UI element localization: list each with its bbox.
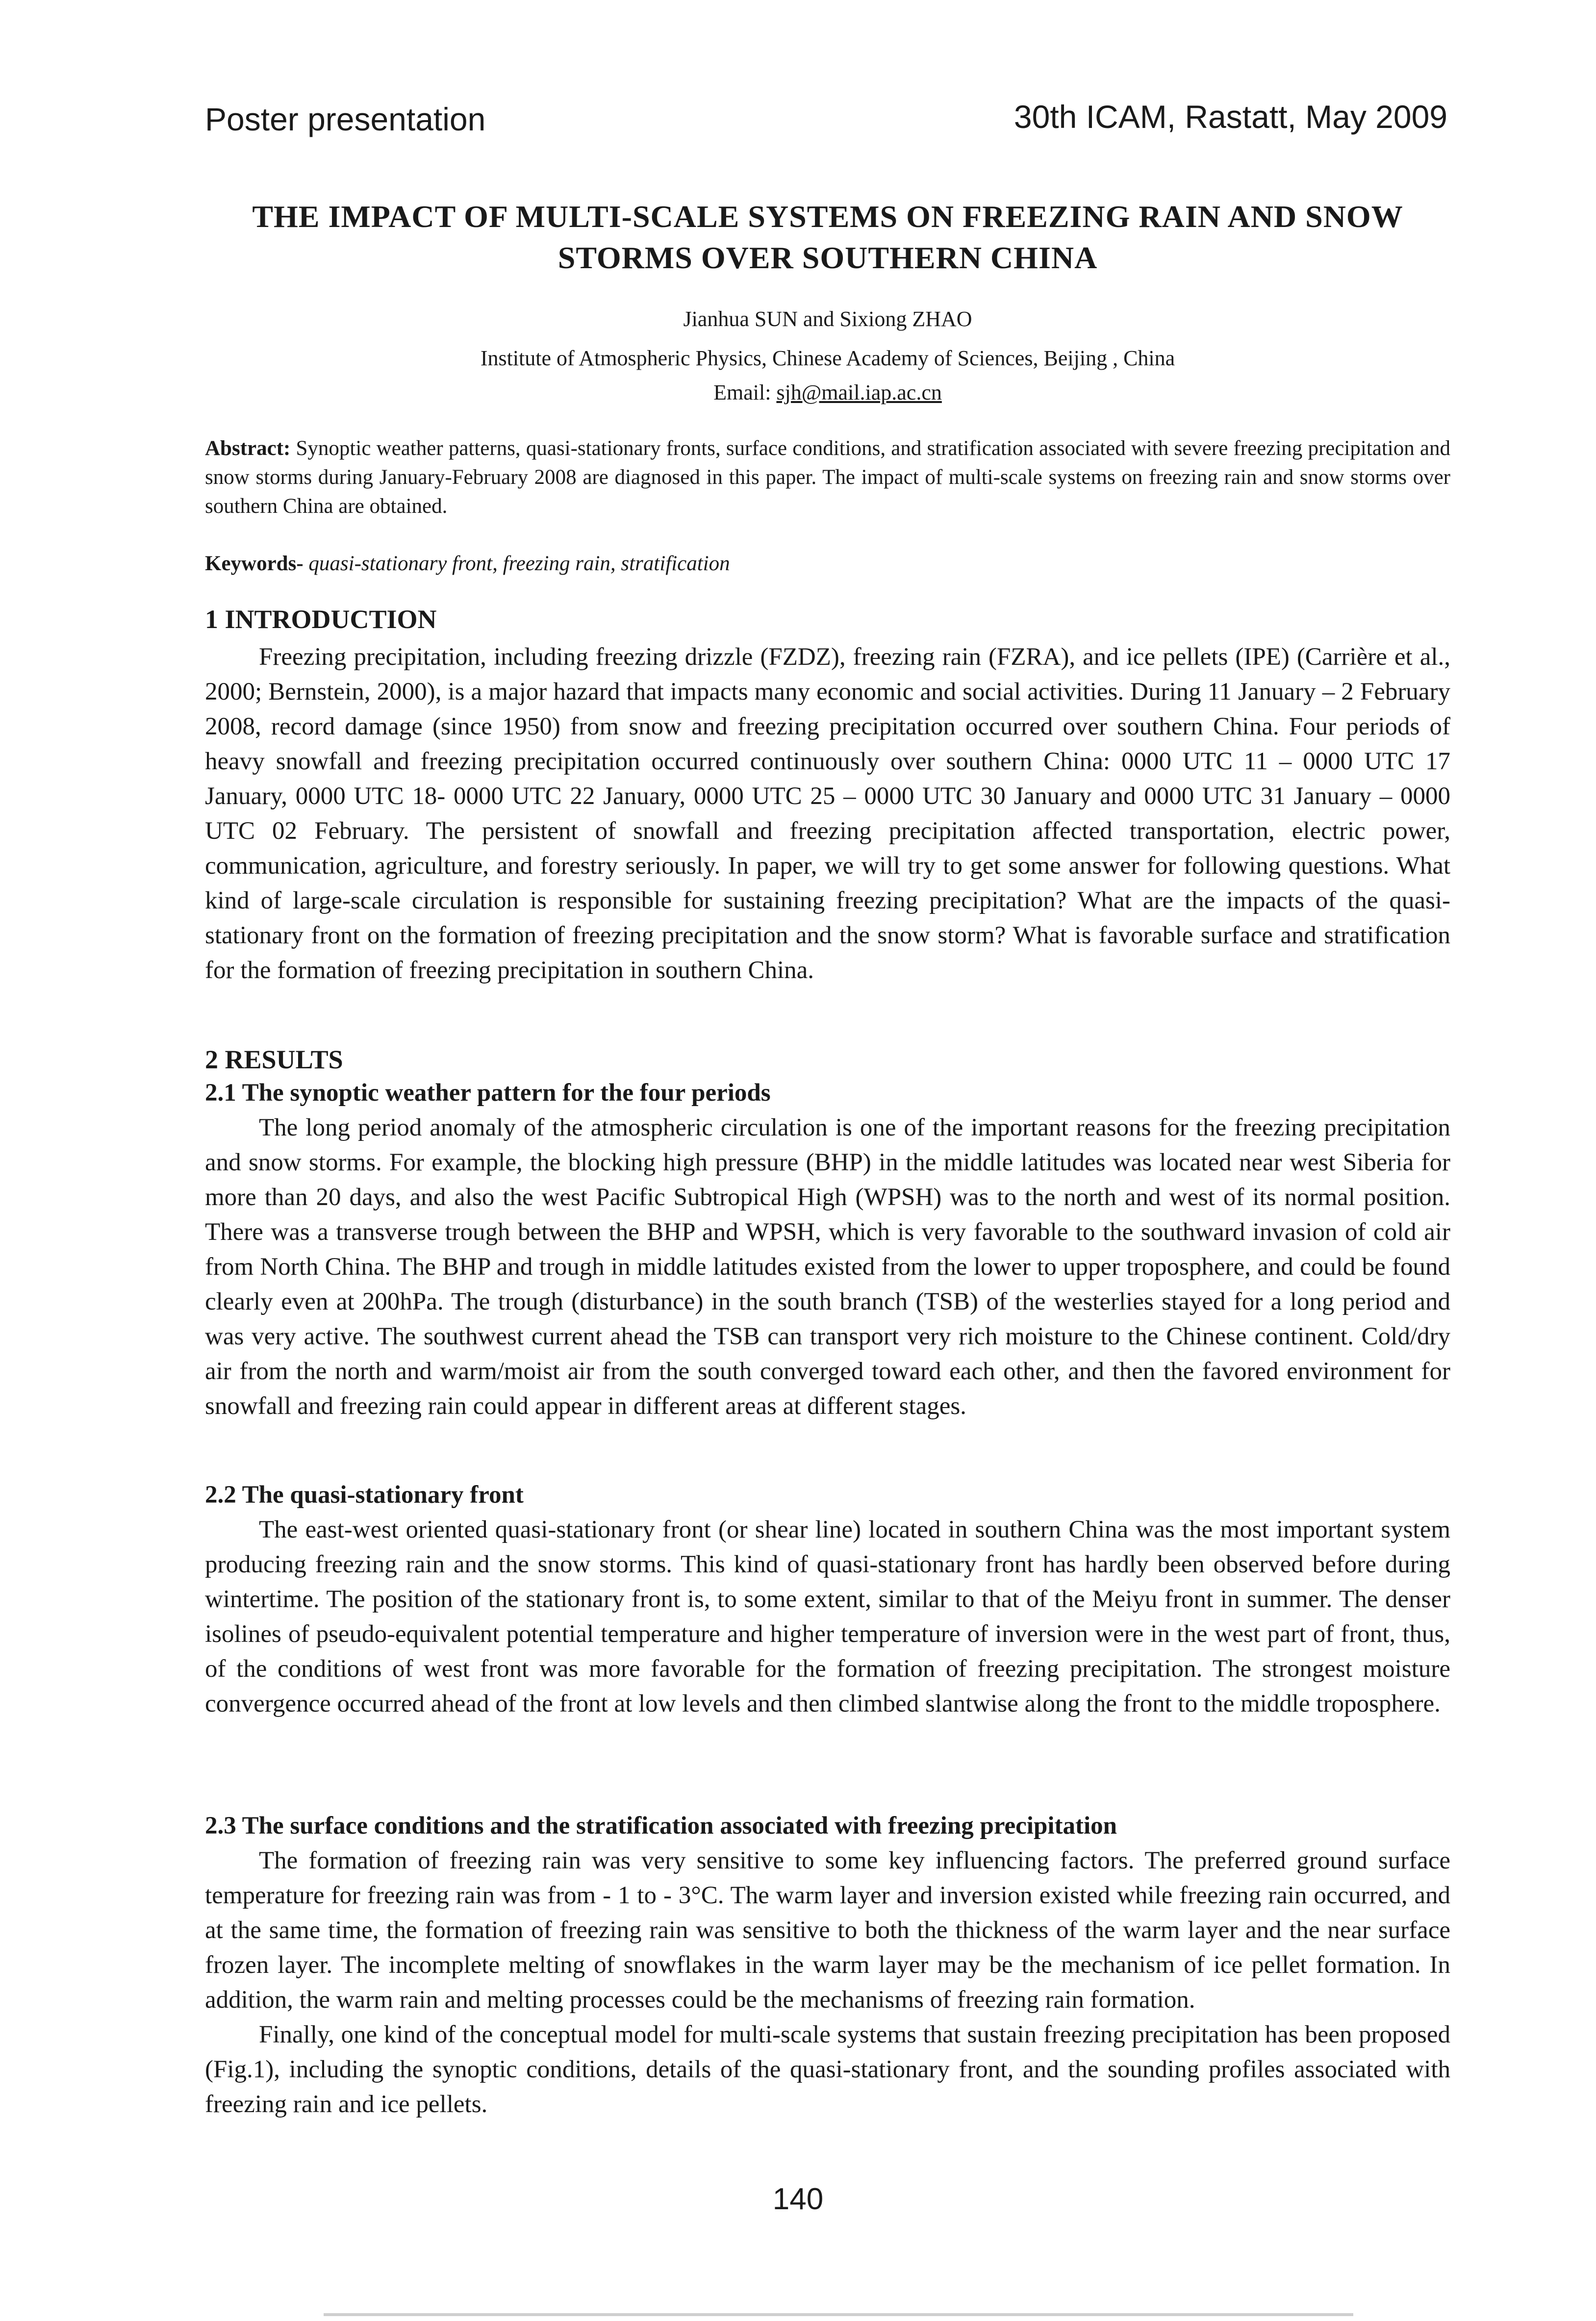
section-heading-results: 2 RESULTS — [205, 1045, 343, 1074]
email-label: Email: — [713, 380, 771, 404]
email-link[interactable]: sjh@mail.iap.ac.cn — [776, 380, 942, 404]
section-2-1-paragraph: The long period anomaly of the atmospheric circulation is one of the important reasons for the freezing precipitation and snow storms. For example, the blocking high pressure (BHP) in the middle latitudes was located near west Siberia for more than 20 days, and also the west Pacific Subtropical High (WPSH) was to the north and west of its normal position. There was a transverse trough between the BHP and WPSH, which is very favorable to the southward invasion of cold air from North China. The BHP and trough in middle latitudes existed from the lower to upper troposphere, and could be found clearly even at 200hPa. The trough (disturbance) in the south branch (TSB) of the westerlies stayed for a long period and was very active. The southwest current ahead the TSB can transport very rich moisture to the Chinese continent. Cold/dry air from the north and warm/moist air from the south converged toward each other, and then the favored environment for snowfall and freezing rain could appear in different areas at different stages. — [205, 1114, 1450, 1420]
section-2-1-body — [205, 1110, 1450, 1424]
section-heading-introduction: 1 INTRODUCTION — [205, 605, 437, 634]
title-line-2: STORMS OVER SOUTHERN CHINA — [557, 240, 1098, 275]
paper-title — [205, 196, 1450, 278]
scan-edge-rule — [324, 2313, 1353, 2316]
section-2-3-paragraph-1: The formation of freezing rain was very sensitive to some key influencing factors. The preferred ground surface temperature for freezing rain was from - 1 to - 3°C. The warm layer and inversion existed while freezing rain occurred, and at the same time, the formation of freezing rain was sensitive to both the thickness of the warm layer and the near surface frozen layer. The incomplete melting of snowflakes in the warm layer may be the mechanism of ice pellet formation. In addition, the warm rain and melting processes could be the mechanisms of freezing rain formation. — [205, 1847, 1450, 2014]
abstract-text: Synoptic weather patterns, quasi-stationary fronts, surface conditions, and stratification associated with severe freezing precipitation and snow storms during January-February 2008 are diagnosed in this paper. The impact of multi-scale systems on freezing rain and snow storms over southern China are obtained. — [205, 437, 1451, 518]
subsection-heading-2-1: 2.1 The synoptic weather pattern for the four periods — [205, 1079, 771, 1107]
header-left: Poster presentation — [205, 101, 486, 137]
email-line — [205, 380, 1450, 405]
introduction-paragraph: Freezing precipitation, including freezing drizzle (FZDZ), freezing rain (FZRA), and ice pellets (IPE) (Carrière et al., 2000; Bernstein, 2000), is a major hazard that impacts many economic and social activities. During 11 January – 2 February 2008, record damage (since 1950) from snow and freezing precipitation occurred over southern China. Four periods of heavy snowfall and freezing precipitation occurred continuously over southern China: 0000 UTC 11 – 0000 UTC 17 January, 0000 UTC 18- 0000 UTC 22 January, 0000 UTC 25 – 0000 UTC 30 January and 0000 UTC 31 January – 0000 UTC 02 February. The persistent of snowfall and freezing precipitation affected transportation, electric power, communication, agriculture, and forestry seriously. In paper, we will try to get some answer for following questions. What kind of large-scale circulation is responsible for sustaining freezing precipitation? What are the impacts of the quasi-stationary front on the formation of freezing precipitation and the snow storm? What is favorable surface and stratification for the formation of freezing precipitation in southern China. — [205, 643, 1450, 984]
keywords-label: Keywords- — [205, 552, 304, 575]
authors: Jianhua SUN and Sixiong ZHAO — [683, 307, 972, 331]
introduction-body — [205, 640, 1450, 988]
section-2-2-paragraph: The east-west oriented quasi-stationary front (or shear line) located in southern China was the most important system producing freezing rain and the snow storms. This kind of quasi-stationary front has hardly been observed before during wintertime. The position of the stationary front is, to some extent, similar to that of the Meiyu front in summer. The denser isolines of pseudo-equivalent potential temperature and higher temperature of inversion were in the west part of front, thus, of the conditions of west front was more favorable for the formation of freezing precipitation. The strongest moisture convergence occurred ahead of the front at low levels and then climbed slantwise along the front to the middle troposphere. — [205, 1516, 1450, 1717]
keywords-text: quasi-stationary front, freezing rain, stratification — [308, 552, 730, 575]
institution: Institute of Atmospheric Physics, Chinese Academy of Sciences, Beijing , China — [480, 346, 1175, 370]
keywords — [205, 552, 1450, 576]
abstract-label: Abstract: — [205, 437, 291, 460]
subsection-heading-2-3: 2.3 The surface conditions and the stratification associated with freezing precipitation — [205, 1812, 1117, 1840]
subsection-heading-2-2: 2.2 The quasi-stationary front — [205, 1481, 524, 1509]
title-line-1: THE IMPACT OF MULTI-SCALE SYSTEMS ON FREEZING RAIN AND SNOW — [252, 199, 1403, 234]
section-2-3-paragraph-2: Finally, one kind of the conceptual model for multi-scale systems that sustain freezing precipitation has been proposed (Fig.1), including the synoptic conditions, details of the quasi-stationary front, and the sounding profiles associated with freezing rain and ice pellets. — [205, 2021, 1450, 2118]
abstract — [205, 434, 1450, 521]
page-number: 140 — [772, 2182, 824, 2216]
header-right: 30th ICAM, Rastatt, May 2009 — [1013, 99, 1447, 135]
section-2-3-body — [205, 1843, 1450, 2122]
section-2-2-body — [205, 1513, 1450, 1721]
